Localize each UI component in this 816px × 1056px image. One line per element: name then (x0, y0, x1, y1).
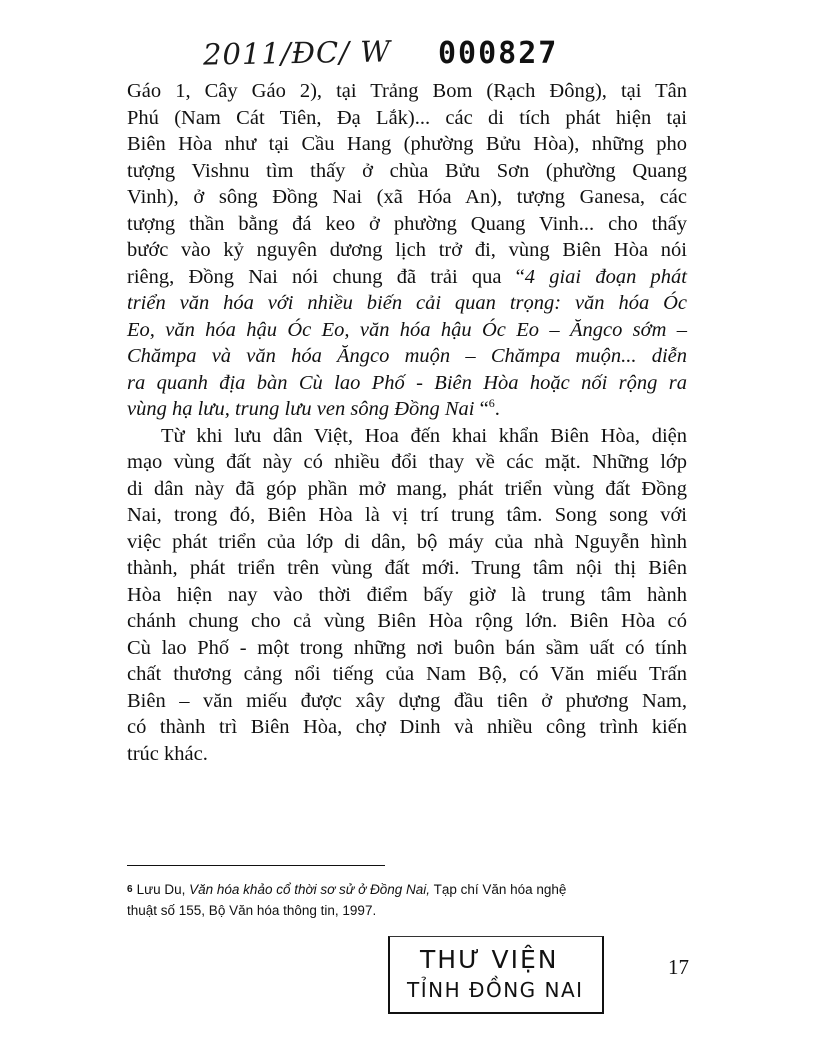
text-line: Gáo 1, Cây Gáo 2), tại Trảng Bom (Rạch Đông), tại Tân (127, 80, 687, 102)
accession-number: 000827 (438, 36, 559, 71)
footnote-title: Văn hóa khảo cổ thời sơ sử ở Đồng Nai, (189, 882, 431, 897)
text-line (127, 264, 687, 291)
text-line: mạo vùng đất này có nhiều đổi thay về các mặt. Những lớp (127, 451, 687, 473)
quote-italic: vùng hạ lưu, trung lưu ven sông Đồng Nai (127, 398, 475, 420)
text-line: Hòa hiện nay vào thời điểm bấy giờ là trung tâm hành (127, 583, 687, 606)
text-line: bước vào kỷ nguyên dương lịch trở đi, vùng Biên Hòa nói (127, 239, 687, 261)
quote-line: triển văn hóa với nhiều biến cải quan trọng: văn hóa Óc (127, 292, 687, 314)
text-line: chất thương cảng nổi tiếng của Nam Bộ, có Văn miếu Trấn (127, 663, 687, 685)
text-line: di dân này đã góp phần mở mang, phát triển vùng đất Đồng (127, 477, 687, 500)
text-line: Vinh), ở sông Đồng Nai (xã Hóa An), tượng Ganesa, các (127, 186, 687, 208)
text-line: trúc khác. (127, 742, 208, 765)
text-line: có thành trì Biên Hòa, chợ Dinh và nhiều công trình kiến (127, 716, 687, 738)
text-plain: riêng, Đồng Nai nói chung đã trải qua “ (127, 265, 525, 288)
quote-line: Chămpa và văn hóa Ăngco muộn – Chămpa muộn... diễn (127, 345, 687, 367)
closing-quote: “ (474, 398, 489, 420)
footnote-mark: 6 (127, 884, 133, 895)
text-line: Biên Hòa như tại Cầu Hang (phường Bửu Hòa), những pho (127, 133, 687, 155)
footnote-author: Lưu Du, (136, 882, 190, 897)
text-line: Cù lao Phố - một trong những nơi buôn bán sầm uất có tính (127, 636, 687, 659)
text-line: tượng Vishnu tìm thấy ở chùa Bửu Sơn (phường Quang (127, 159, 687, 182)
text-line (127, 396, 687, 423)
footnote-reference: 6 (488, 396, 495, 411)
quote-line: ra quanh địa bàn Cù lao Phố - Biên Hòa hoặc nối rộng ra (127, 371, 687, 394)
text-line: tượng thần bằng đá keo ở phường Quang Vinh... cho thấy (127, 212, 687, 235)
paragraph-1 (127, 78, 687, 423)
text-line: chánh chung cho cả vùng Biên Hòa rộng lớn. Biên Hòa có (127, 610, 687, 632)
paragraph-2 (127, 423, 687, 768)
text-line: Phú (Nam Cát Tiên, Đạ Lắk)... các di tích phát hiện tại (127, 106, 687, 129)
footnote (127, 879, 692, 921)
page-number: 17 (668, 955, 689, 979)
text-line: thành, phát triển trên vùng đất mới. Trung tâm nội thị Biên (127, 557, 687, 579)
stamp-line-1: THƯ VIỆN (420, 945, 559, 974)
footnote-divider (127, 865, 385, 866)
footnote-source: Tạp chí Văn hóa nghệ (430, 882, 567, 897)
text-line: Từ khi lưu dân Việt, Hoa đến khai khẩn Biên Hòa, diện (161, 424, 687, 447)
text-line: việc phát triển của lớp di dân, bộ máy của nhà Nguyễn hình (127, 530, 687, 553)
text-line: Nai, trong đó, Biên Hòa là vị trí trung tâm. Song song với (127, 504, 687, 526)
footnote-line-2: thuật số 155, Bộ Văn hóa thông tin, 1997. (127, 903, 377, 918)
footnote-line-1 (127, 879, 692, 900)
library-stamp (388, 936, 604, 1014)
quote-italic: 4 giai đoạn phát (524, 265, 687, 288)
body-text (127, 78, 687, 767)
text-end: . (494, 398, 500, 420)
text-line: Biên – văn miếu được xây dựng đầu tiên ở phương Nam, (127, 689, 687, 712)
handwritten-catalog-code: 2011/ĐC/ W (202, 34, 392, 72)
stamp-line-2: TỈNH ĐỒNG NAI (407, 978, 584, 1002)
quote-line: Eo, văn hóa hậu Óc Eo, văn hóa hậu Óc Eo – Ăngco sớm – (127, 318, 687, 341)
